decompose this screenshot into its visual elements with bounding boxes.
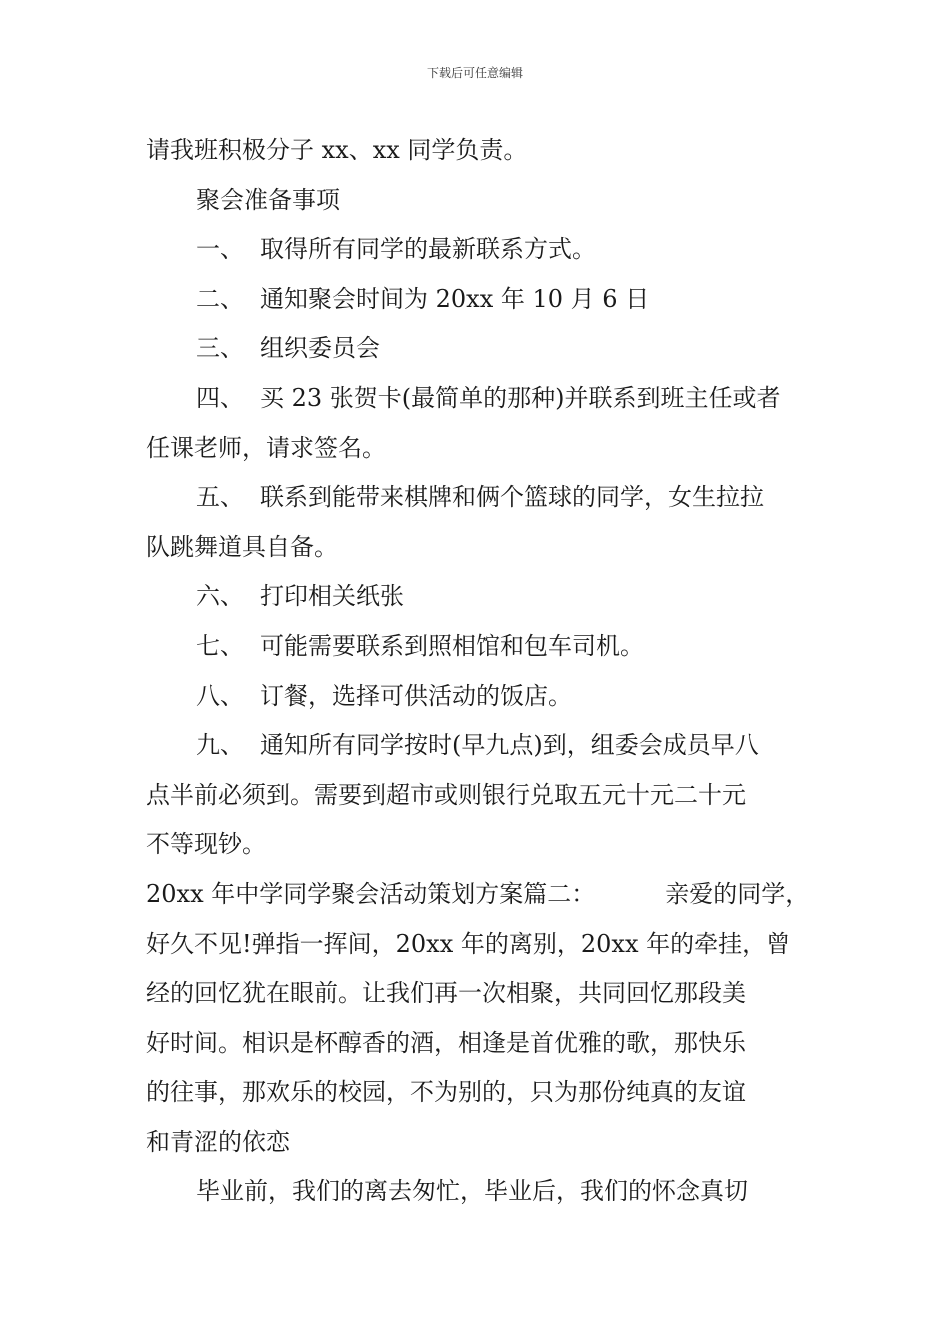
item-number: 五、 — [196, 483, 244, 512]
section-title: 聚会准备事项 — [196, 185, 340, 214]
item-number: 九、 — [196, 731, 244, 760]
part2-greeting: 亲爱的同学， — [665, 879, 810, 908]
item-number: 二、 — [196, 284, 244, 313]
item-text: 可能需要联系到照相馆和包车司机。 — [260, 631, 644, 660]
item-text: 组织委员会 — [260, 334, 380, 363]
item-continuation: 队跳舞道具自备。 — [146, 532, 338, 561]
item-text: 买 23 张贺卡(最简单的那种)并联系到班主任或者 — [260, 383, 781, 412]
paragraph-line: 和青涩的依恋 — [146, 1127, 290, 1156]
part2-heading-line — [146, 870, 826, 920]
paragraph-line: 好久不见!弹指一挥间，20xx 年的离别，20xx 年的牵挂，曾 — [146, 929, 791, 958]
paragraph-line: 请我班积极分子 xx、xx 同学负责。 — [146, 136, 528, 164]
item-number: 四、 — [196, 383, 244, 412]
item-text: 通知所有同学按时(早九点)到，组委会成员早八 — [260, 731, 759, 760]
list-item — [146, 473, 826, 523]
item-number: 三、 — [196, 334, 244, 363]
paragraph-line: 的往事，那欢乐的校园，不为别的，只为那份纯真的友谊 — [146, 1078, 746, 1107]
item-continuation: 不等现钞。 — [146, 830, 266, 859]
item-continuation: 点半前必须到。需要到超市或则银行兑取五元十元二十元 — [146, 780, 746, 809]
item-number: 八、 — [196, 681, 244, 710]
list-item — [146, 374, 826, 424]
paragraph-line: 毕业前，我们的离去匆忙，毕业后，我们的怀念真切 — [196, 1177, 748, 1206]
list-item — [146, 572, 826, 622]
list-item — [146, 225, 826, 275]
item-text: 订餐，选择可供活动的饭店。 — [260, 681, 572, 710]
paragraph-line: 好时间。相识是杯醇香的酒，相逢是首优雅的歌，那快乐 — [146, 1028, 746, 1057]
list-item — [146, 275, 826, 325]
item-number: 七、 — [196, 631, 244, 660]
item-text: 联系到能带来棋牌和俩个篮球的同学，女生拉拉 — [260, 483, 764, 512]
page-header-note: 下载后可任意编辑 — [426, 66, 523, 80]
document-body — [146, 126, 826, 1217]
list-item — [146, 672, 826, 722]
list-item — [146, 622, 826, 672]
paragraph-line: 经的回忆犹在眼前。让我们再一次相聚，共同回忆那段美 — [146, 979, 746, 1008]
item-text: 打印相关纸张 — [260, 582, 404, 611]
item-continuation: 任课老师，请求签名。 — [146, 433, 386, 462]
item-text: 取得所有同学的最新联系方式。 — [260, 235, 596, 264]
list-item — [146, 324, 826, 374]
item-number: 六、 — [196, 582, 244, 611]
item-number: 一、 — [196, 235, 244, 264]
item-text: 通知聚会时间为 20xx 年 10 月 6 日 — [260, 284, 650, 313]
part2-title: 20xx 年中学同学聚会活动策划方案篇二： — [146, 879, 596, 908]
list-item — [146, 721, 826, 771]
